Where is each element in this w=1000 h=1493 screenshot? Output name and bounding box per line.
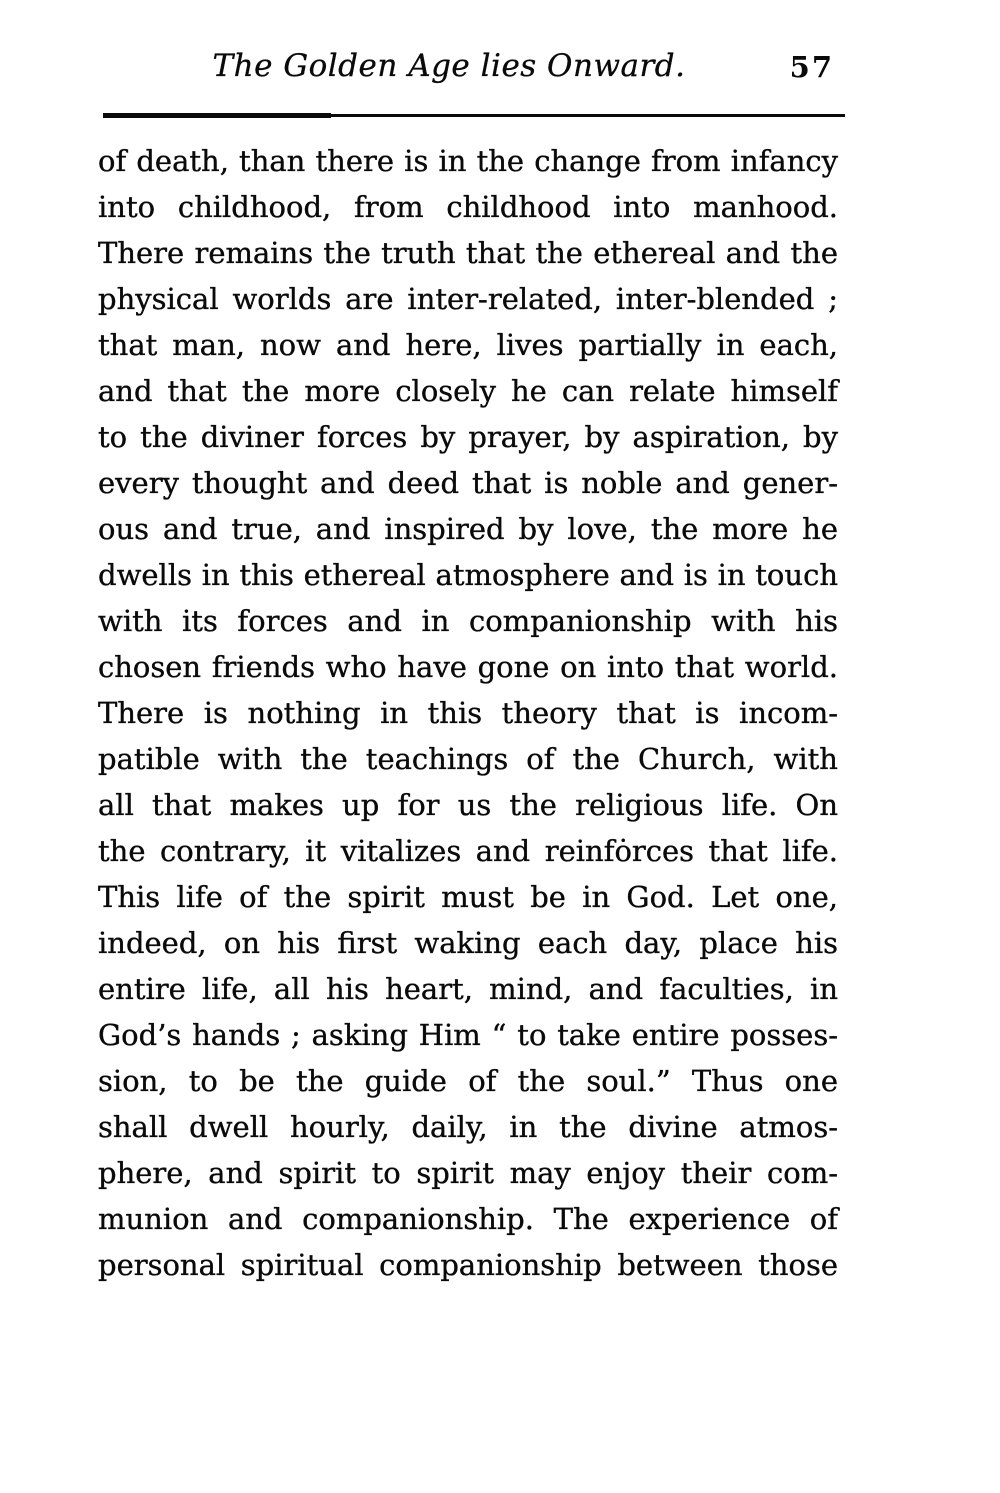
text-line: munion and companionship. The experience of (98, 1202, 838, 1236)
text-line: the contrary, it vitalizes and reinfȯrces that life. (98, 834, 838, 868)
text-line: entire life, all his heart, mind, and faculties, in (98, 972, 838, 1006)
text-line: ous and true, and inspired by love, the more he (98, 512, 838, 546)
running-header (98, 48, 838, 94)
text-line: indeed, on his first waking each day, place his (98, 926, 838, 960)
text-line: personal spiritual companionship between those (98, 1248, 838, 1282)
text-line: phere, and spirit to spirit may enjoy their com- (98, 1156, 838, 1190)
text-line: every thought and deed that is noble and gener- (98, 466, 838, 500)
text-line: shall dwell hourly, daily, in the divine atmos- (98, 1110, 838, 1144)
text-line: that man, now and here, lives partially in each, (98, 328, 838, 362)
body-text (98, 138, 838, 1288)
text-line: sion, to be the guide of the soul.” Thus one (98, 1064, 838, 1098)
text-line: into childhood, from childhood into manhood. (98, 190, 838, 224)
header-rule-thick-segment (103, 113, 331, 118)
text-line: patible with the teachings of the Church, with (98, 742, 838, 776)
text-line: chosen friends who have gone on into that world. (98, 650, 838, 684)
text-line: There remains the truth that the ethereal and the (98, 236, 838, 270)
text-line: This life of the spirit must be in God. Let one, (98, 880, 838, 914)
text-line: God’s hands ; asking Him “ to take entire posses- (98, 1018, 838, 1052)
header-rule (103, 112, 845, 119)
text-line: all that makes up for us the religious life. On (98, 788, 838, 822)
header-rule-thin-segment (331, 114, 845, 117)
text-line: of death, than there is in the change from infancy (98, 144, 838, 178)
text-line: dwells in this ethereal atmosphere and is in touch (98, 558, 838, 592)
text-line: with its forces and in companionship with his (98, 604, 838, 638)
text-line: and that the more closely he can relate himself (98, 374, 838, 408)
page-number: 57 (789, 50, 834, 84)
text-line: to the diviner forces by prayer, by aspiration, by (98, 420, 838, 454)
running-header-title: The Golden Age lies Onward. (212, 48, 686, 84)
text-line: There is nothing in this theory that is incom- (98, 696, 838, 730)
text-line: physical worlds are inter-related, inter-blended ; (98, 282, 838, 316)
